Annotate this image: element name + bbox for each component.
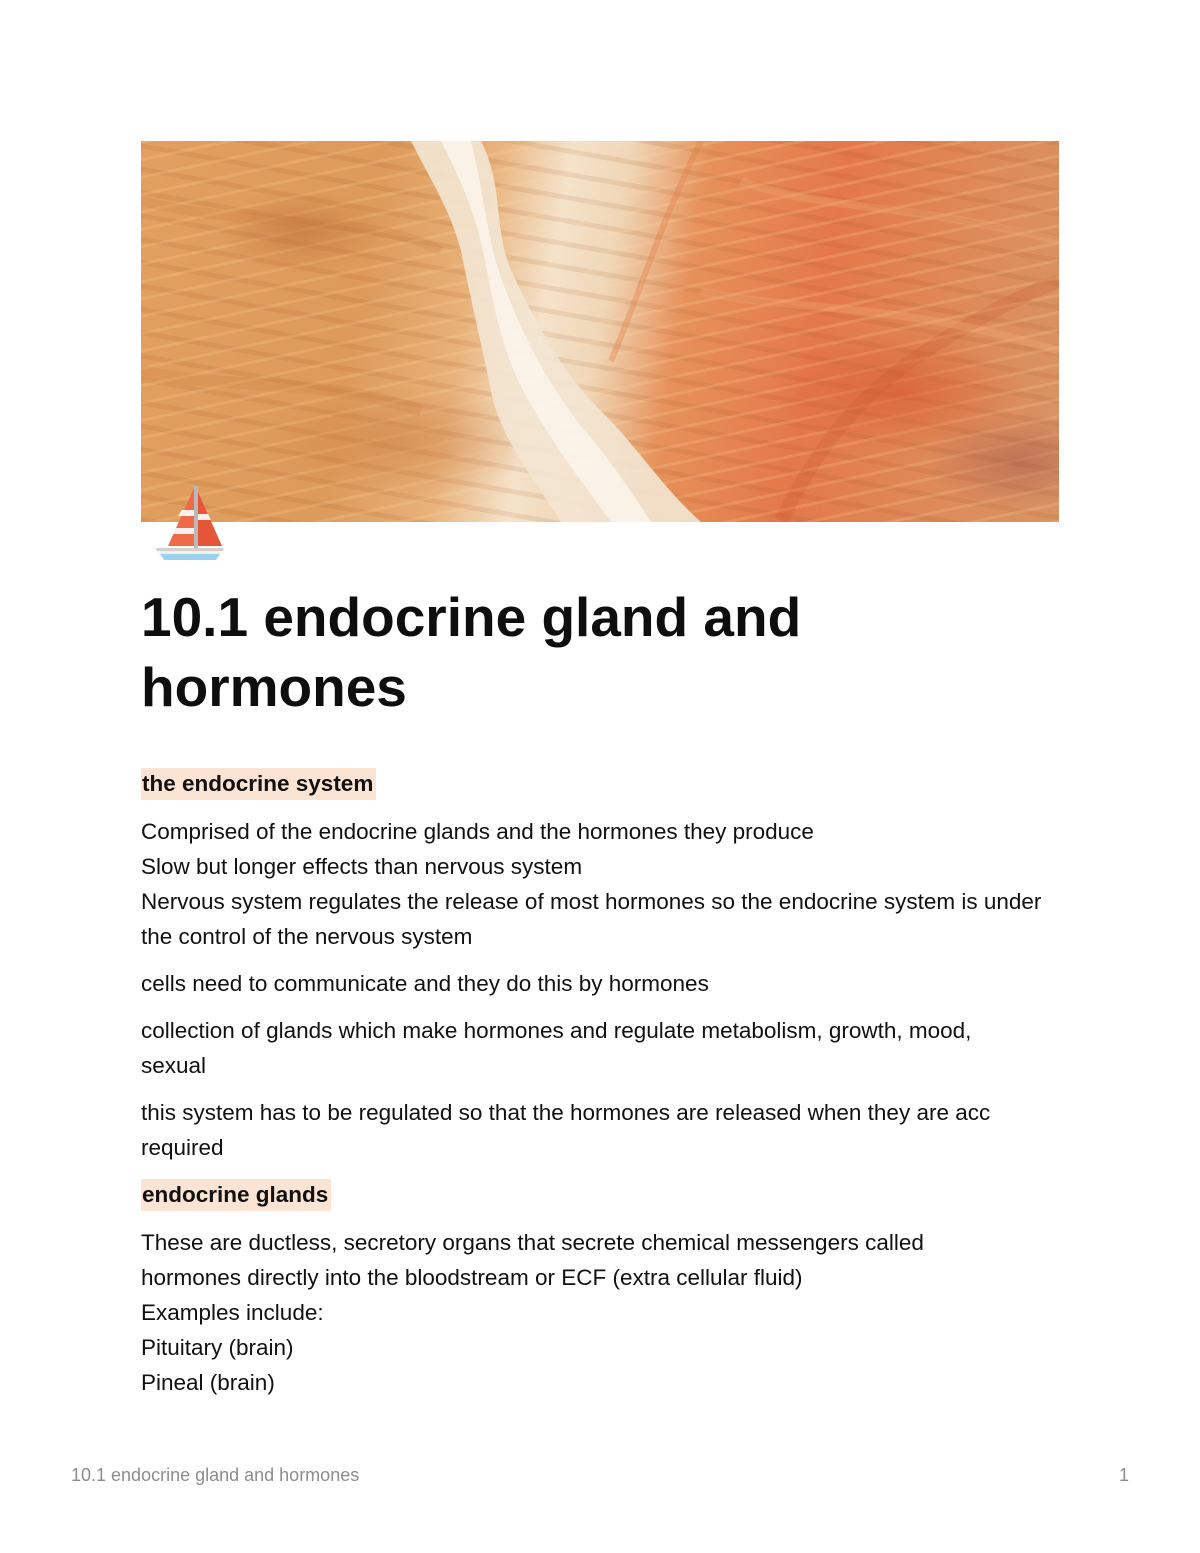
text-line: These are ductless, secretory organs that secrete chemical messengers called hormones directly into the bloodstream or ECF (extra cellular fluid) — [141, 1230, 924, 1290]
text-line: Nervous system regulates the release of most hormones so the endocrine system is under the control of the nervous system — [141, 889, 1042, 949]
text-line: Pituitary (brain) — [141, 1335, 294, 1360]
footer-page-number: 1 — [1118, 1465, 1129, 1485]
text-line: Examples include: — [141, 1300, 324, 1325]
text-line: Pineal (brain) — [141, 1370, 275, 1395]
text-paragraph: cells need to communicate and they do this by hormones — [141, 971, 709, 996]
page-content — [141, 766, 1061, 1400]
section-heading-endocrine-system: the endocrine system — [141, 768, 376, 800]
desert-salt-streak — [141, 141, 1059, 522]
section-heading-endocrine-glands: endocrine glands — [141, 1179, 331, 1211]
page-title: 10.1 endocrine gland and hormones — [141, 586, 802, 718]
text-paragraph: this system has to be regulated so that the hormones are released when they are acc required — [141, 1100, 991, 1160]
sailboat-icon — [152, 484, 228, 566]
text-line: Comprised of the endocrine glands and the hormones they produce — [141, 819, 814, 844]
text-line: Slow but longer effects than nervous system — [141, 854, 583, 879]
footer-title: 10.1 endocrine gland and hormones — [71, 1465, 360, 1485]
text-paragraph: collection of glands which make hormones and regulate metabolism, growth, mood, sexual — [141, 1018, 972, 1078]
cover-image — [141, 141, 1059, 522]
